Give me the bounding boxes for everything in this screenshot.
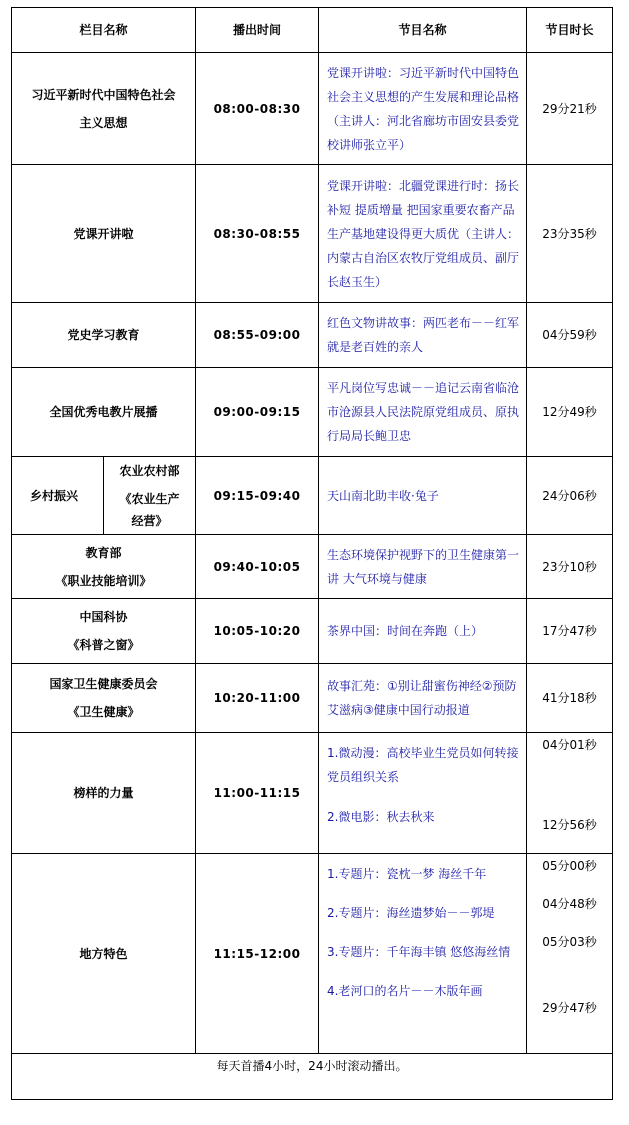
program-title: 2.专题片：海丝遗梦始－－郭堤 xyxy=(327,906,495,920)
column-name-line: 经营》 xyxy=(131,513,168,528)
table-row xyxy=(12,854,613,1054)
broadcast-time: 10:05-10:20 xyxy=(196,599,319,664)
broadcast-time: 10:20-11:00 xyxy=(196,664,319,733)
duration: 04分48秒 xyxy=(542,897,597,911)
column-name-cell xyxy=(12,733,196,854)
duration: 05分03秒 xyxy=(542,935,597,949)
column-subname-cell xyxy=(104,457,196,535)
program-cell xyxy=(319,53,527,165)
column-name-line: 农业农村部 xyxy=(119,463,180,478)
column-name-line: 中国科协 xyxy=(79,610,128,624)
header-broadcast-time: 播出时间 xyxy=(196,8,319,53)
broadcast-time: 09:00-09:15 xyxy=(196,368,319,457)
column-name-line: 《职业技能培训》 xyxy=(55,573,152,588)
column-name-cell xyxy=(12,303,196,368)
broadcast-time: 11:00-11:15 xyxy=(196,733,319,854)
table-row xyxy=(12,664,613,733)
program-title: 4.老河口的名片－－木版年画 xyxy=(327,984,483,998)
duration: 12分56秒 xyxy=(542,818,597,832)
column-name-line: 党史学习教育 xyxy=(67,328,140,342)
column-name-line: 主义思想 xyxy=(79,115,128,130)
program-title: 党课开讲啦：习近平新时代中国特色社会主义思想的产生发展和理论品格（主讲人：河北省廊坊市固安县委党校讲师张立平） xyxy=(327,65,520,152)
duration: 41分18秒 xyxy=(527,664,613,733)
broadcast-time: 08:30-08:55 xyxy=(196,165,319,303)
column-name-line: 国家卫生健康委员会 xyxy=(49,677,158,691)
column-name-line: 《科普之窗》 xyxy=(67,638,140,652)
duration: 04分59秒 xyxy=(527,303,613,368)
table-row xyxy=(12,599,613,664)
column-name-cell xyxy=(12,535,196,599)
header-row xyxy=(12,8,613,53)
header-column-name: 栏目名称 xyxy=(12,8,196,53)
duration: 12分49秒 xyxy=(527,368,613,457)
table-row xyxy=(12,368,613,457)
program-cell xyxy=(319,303,527,368)
duration: 23分10秒 xyxy=(527,535,613,599)
column-name-cell xyxy=(12,854,196,1054)
column-name-line: 榜样的力量 xyxy=(73,786,134,800)
duration: 17分47秒 xyxy=(527,599,613,664)
footer-note: 每天首播4小时，24小时滚动播出。 xyxy=(12,1054,613,1100)
footer-row xyxy=(12,1054,613,1100)
program-title: 生态环境保护视野下的卫生健康第一讲 大气环境与健康 xyxy=(327,547,520,586)
program-title: 平凡岗位写忠诚－－追记云南省临沧市沧源县人民法院原党组成员、原执行局局长鲍卫忠 xyxy=(327,381,520,443)
column-name-cell xyxy=(12,165,196,303)
column-name-cell xyxy=(12,53,196,165)
column-name-line: 《卫生健康》 xyxy=(67,705,140,719)
column-name-cell xyxy=(12,599,196,664)
broadcast-time: 08:55-09:00 xyxy=(196,303,319,368)
duration: 05分00秒 xyxy=(542,859,597,873)
duration: 23分35秒 xyxy=(527,165,613,303)
program-cell xyxy=(319,664,527,733)
broadcast-time: 11:15-12:00 xyxy=(196,854,319,1054)
column-name-cell xyxy=(12,368,196,457)
broadcast-time: 09:15-09:40 xyxy=(196,457,319,535)
column-name-line: 党课开讲啦 xyxy=(73,226,134,241)
program-title: 红色文物讲故事：两匹老布－－红军就是老百姓的亲人 xyxy=(327,316,520,354)
program-cell xyxy=(319,368,527,457)
program-cell xyxy=(319,733,527,854)
duration: 29分47秒 xyxy=(542,1001,597,1015)
table-row xyxy=(12,535,613,599)
table-row xyxy=(12,733,613,854)
program-title: 茶界中国：时间在奔跑（上） xyxy=(327,624,484,638)
duration-cell xyxy=(527,733,613,854)
schedule-table xyxy=(11,7,613,1100)
program-title: 3.专题片：千年海丰镇 悠悠海丝情 xyxy=(327,945,511,959)
duration: 04分01秒 xyxy=(542,738,597,752)
program-cell xyxy=(319,599,527,664)
table-row xyxy=(12,457,613,535)
program-title: 2.微电影：秋去秋来 xyxy=(327,810,435,824)
table-row xyxy=(12,53,613,165)
program-title: 1.专题片：瓷枕一梦 海丝千年 xyxy=(327,867,487,881)
program-cell xyxy=(319,165,527,303)
header-program-name: 节目名称 xyxy=(319,8,527,53)
duration: 29分21秒 xyxy=(527,53,613,165)
program-cell xyxy=(319,457,527,535)
duration: 24分06秒 xyxy=(527,457,613,535)
column-name-line: 教育部 xyxy=(85,545,122,560)
table-row xyxy=(12,165,613,303)
program-title: 天山南北助丰收·兔子 xyxy=(327,488,439,503)
column-name-line: 全国优秀电教片展播 xyxy=(49,405,158,419)
program-title: 故事汇苑：①别让甜蜜伤神经②预防艾滋病③健康中国行动报道 xyxy=(327,679,517,717)
program-cell xyxy=(319,535,527,599)
column-name-cell xyxy=(12,664,196,733)
program-cell xyxy=(319,854,527,1054)
broadcast-time: 09:40-10:05 xyxy=(196,535,319,599)
broadcast-time: 08:00-08:30 xyxy=(196,53,319,165)
column-name-line: 《农业生产 xyxy=(119,491,180,506)
column-name-cell: 乡村振兴 xyxy=(12,457,104,535)
program-title: 1.微动漫：高校毕业生党员如何转接党员组织关系 xyxy=(327,746,519,784)
header-duration: 节目时长 xyxy=(527,8,613,53)
program-title: 党课开讲啦：北疆党课进行时：扬长补短 提质增量 把国家重要农畜产品生产基地建设得更大质优（主讲人：内蒙古自治区农牧厅党组成员、副厅长赵玉生） xyxy=(327,178,520,289)
duration-cell xyxy=(527,854,613,1054)
column-name-line: 习近平新时代中国特色社会 xyxy=(31,87,176,102)
column-name-line: 地方特色 xyxy=(79,946,128,961)
table-row xyxy=(12,303,613,368)
